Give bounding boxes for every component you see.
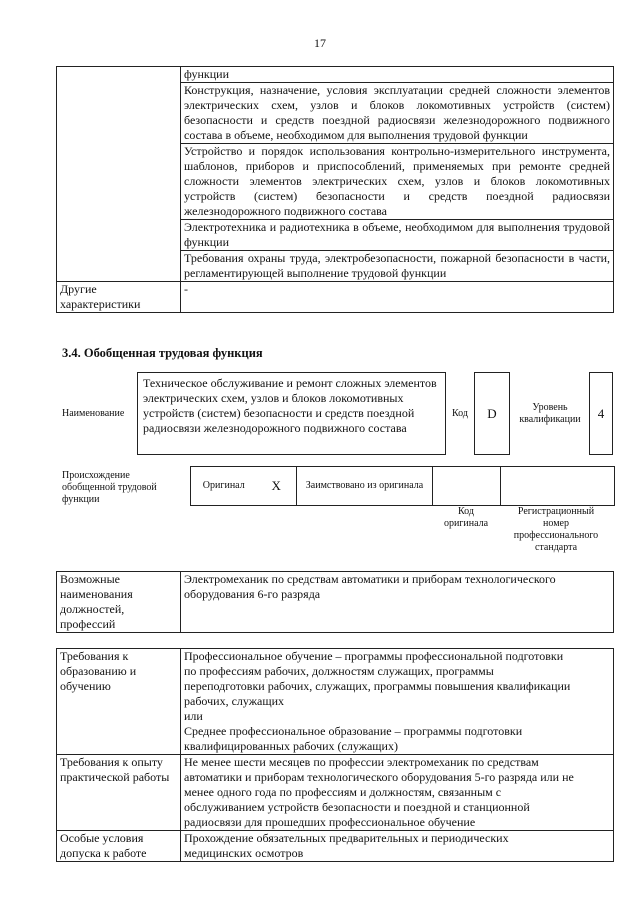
experience-line: Не менее шести месяцев по профессии электромеханик по средствам <box>184 755 539 769</box>
knowledge-item: Требования охраны труда, электробезопасности, пожарной безопасности в части, регламентирующей выполнение трудовой функции <box>181 251 614 282</box>
table-row <box>191 467 615 506</box>
knowledge-item: функции <box>181 67 614 83</box>
original-mark: X <box>257 467 297 506</box>
section-title: 3.4. Обобщенная трудовая функция <box>62 346 263 360</box>
experience-line: автоматики и приборам технологического оборудования 5-го разряда или не <box>184 770 574 784</box>
naming-label: Наименование <box>62 408 125 419</box>
experience-label: Требования к опыту практической работы <box>57 755 181 831</box>
education-line: переподготовки рабочих, служащих, программы повышения квалификации <box>184 679 571 693</box>
positions-table <box>56 571 614 633</box>
function-name-box: Техническое обслуживание и ремонт сложных элементов электрических схем, узлов и блоков локомотивных устройств (систем) безопасности и средств поездной радиосвязи железнодорожного подвижного состава <box>137 372 446 455</box>
other-characteristics-label: Другие характеристики <box>57 282 181 313</box>
experience-line: радиосвязи для прошедших профессиональное обучение <box>184 815 476 829</box>
code-label: Код <box>452 408 468 419</box>
table-row <box>57 649 614 755</box>
education-line: Среднее профессиональное образование – программы подготовки <box>184 724 523 738</box>
registration-number-caption: Регистрационный номер профессионального стандарта <box>513 506 599 553</box>
special-line: Прохождение обязательных предварительных и периодических <box>184 831 509 845</box>
original-code-cell <box>433 467 501 506</box>
other-characteristics-value: - <box>181 282 614 313</box>
experience-line: обслуживанием устройств безопасности и поездной и станционной <box>184 800 530 814</box>
code-value-box <box>474 372 510 455</box>
original-code-caption: Код оригинала <box>443 506 489 529</box>
table-row <box>57 831 614 862</box>
registration-number-cell <box>501 467 615 506</box>
education-line: Профессиональное обучение – программы профессиональной подготовки <box>184 649 564 663</box>
special-conditions-value <box>181 831 614 862</box>
education-line: рабочих, служащих <box>184 694 285 708</box>
level-value: 4 <box>597 405 605 421</box>
education-value <box>181 649 614 755</box>
experience-value <box>181 755 614 831</box>
table-row <box>57 67 614 83</box>
table-row <box>57 572 614 633</box>
knowledge-item: Электротехника и радиотехника в объеме, необходимом для выполнения трудовой функции <box>181 220 614 251</box>
table-row <box>57 282 614 313</box>
level-value-box <box>589 372 613 455</box>
education-label: Требования к образованию и обучению <box>57 649 181 755</box>
education-line: по профессиям рабочих, должностям служащих, программы <box>184 664 494 678</box>
table-row <box>57 755 614 831</box>
knowledge-item: Устройство и порядок использования контрольно-измерительного инструмента, шаблонов, приборов и приспособлений, применяемых при ремонте средней сложности элементов электрических схем, узлов и блоков локомотивных устройств (систем) безопасности и средств поездной радиосвязи железнодорожного подвижного состава <box>181 144 614 220</box>
qualification-level-label: Уровень квалификации <box>519 402 581 425</box>
education-line: или <box>184 709 203 723</box>
positions-label: Возможные наименования должностей, профессий <box>57 572 181 633</box>
special-conditions-label: Особые условия допуска к работе <box>57 831 181 862</box>
positions-value: Электромеханик по средствам автоматики и приборам технологического оборудования 6-го разряда <box>181 572 614 633</box>
requirements-table <box>56 648 614 862</box>
knowledge-table <box>56 66 614 313</box>
knowledge-item: Конструкция, назначение, условия эксплуатации средней сложности элементов электрических схем, узлов и блоков локомотивных устройств (систем) безопасности и средств поездной радиосвязи железнодорожного подвижного состава в объеме, необходимом для выполнения трудовой функции <box>181 83 614 144</box>
page-number: 17 <box>314 36 326 50</box>
education-line: квалифицированных рабочих (служащих) <box>184 739 398 753</box>
original-label: Оригинал <box>191 467 257 506</box>
knowledge-label-cell <box>57 67 181 282</box>
special-line: медицинских осмотров <box>184 846 304 860</box>
code-value: D <box>487 405 497 421</box>
borrowed-label: Заимствовано из оригинала <box>297 467 433 506</box>
origin-label: Происхождение обобщенной трудовой функции <box>62 470 157 505</box>
origin-table <box>190 466 615 506</box>
experience-line: менее одного года по профессиям и должностям, связанным с <box>184 785 502 799</box>
